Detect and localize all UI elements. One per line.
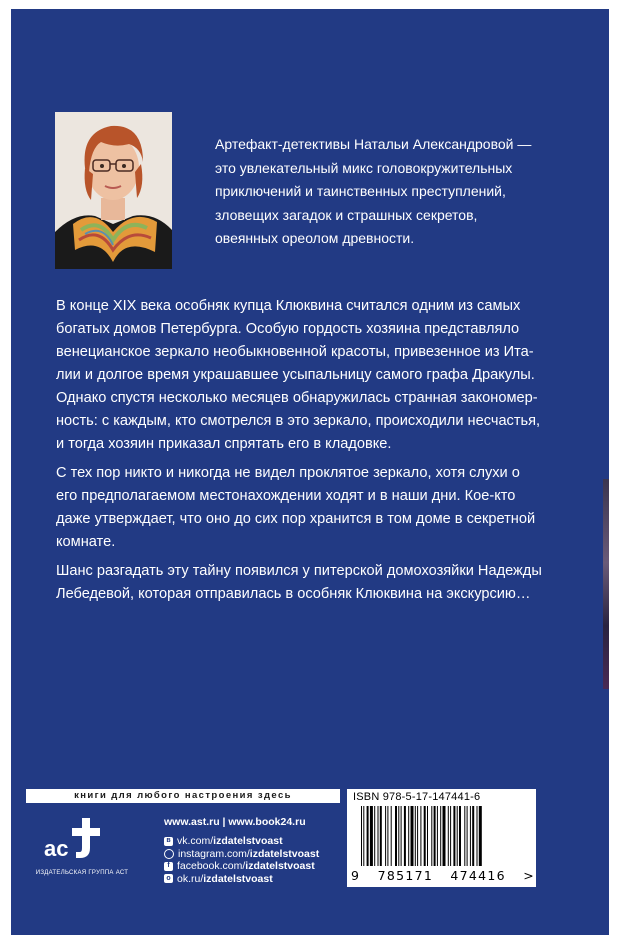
barcode-bar — [411, 806, 414, 866]
social-link-facebook — [164, 860, 319, 873]
instagram-icon — [164, 849, 174, 859]
barcode-bar — [385, 806, 386, 866]
barcode-bar — [459, 806, 461, 866]
social-handle: izdatelstvoast — [203, 872, 273, 885]
barcode-bar — [391, 806, 392, 866]
publisher-name: ИЗДАТЕЛЬСКАЯ ГРУППА АСТ — [35, 870, 129, 876]
social-links — [164, 835, 319, 885]
social-link-instagram — [164, 848, 319, 861]
odnoklassniki-icon: о — [164, 874, 173, 883]
barcode-bar — [457, 806, 458, 866]
barcode-bar — [374, 806, 375, 866]
barcode-bar — [434, 806, 436, 866]
barcode-bar — [398, 806, 399, 866]
barcode-bar — [420, 806, 421, 866]
social-prefix: vk.com/ — [177, 835, 214, 847]
barcode-bar — [417, 806, 418, 866]
author-blurb: Артефакт-детективы Натальи Александровой — это увлекательный микс головокружительных приключений и таинственных преступлений, зловещих загадок и страшных секретов, овеянных ореолом древности. — [215, 136, 532, 246]
social-link-vk — [164, 835, 319, 848]
barcode-bar — [363, 806, 364, 866]
barcode-bar — [370, 806, 373, 866]
front-cover-edge — [603, 479, 609, 689]
barcode-bar — [424, 806, 426, 866]
publisher-block — [26, 806, 344, 884]
social-handle: izdatelstvoast — [249, 847, 320, 860]
svg-text:ас: ас — [44, 836, 69, 861]
author-photo — [55, 112, 172, 269]
social-prefix: instagram.com/ — [178, 847, 250, 860]
barcode-bar — [415, 806, 416, 866]
facebook-icon: f — [164, 862, 173, 871]
tagline-banner: книги для любого настроения здесь — [26, 789, 340, 803]
barcode-bar — [470, 806, 471, 866]
barcode-bar — [380, 806, 382, 866]
description-paragraph: Шанс разгадать эту тайну появился у питерской домохозяйки Надежды Лебедевой, которая отправилась в особняк Клюквина на экскурсию… — [56, 563, 542, 602]
barcode-bar — [467, 806, 468, 866]
vk-icon: в — [164, 837, 173, 846]
isbn-barcode-box — [347, 789, 536, 887]
barcode-bar — [404, 806, 406, 866]
description-paragraph: В конце XIX века особняк купца Клюквина считался одним из самых богатых домов Петербурга. Особую гордость хозяина представляло венецианское зеркало необыкновенной красоты, привезенное из Ита- лии и долгое время украшавшее усыпальницу самого графа Дракулы. Однако спустя несколько месяцев обнаружилась странная закономер- ность: с каждым, кто смотрелся в это зеркало, происходили несчастья, и тогда хозяин приказал спрятать его в кладовке. — [56, 298, 541, 452]
barcode-bar — [427, 806, 428, 866]
barcode-digit-group: 785171 — [377, 868, 434, 883]
description-paragraph: С тех пор никто и никогда не видел проклятое зеркало, хотя слухи о его предполагаемом местонахождении ходят и в наши дни. Кое-кто даже утверждает, что оно до сих пор хранится в том доме в секретной комнате. — [56, 465, 536, 550]
barcode-digits — [351, 868, 535, 883]
barcode-bar — [440, 806, 441, 866]
social-handle: izdatelstvoast — [245, 860, 315, 872]
social-prefix: facebook.com/ — [177, 860, 246, 872]
barcode-bar — [361, 806, 362, 866]
barcode — [361, 806, 519, 866]
book-description — [56, 295, 566, 612]
barcode-bar — [472, 806, 474, 866]
barcode-bar — [401, 806, 402, 866]
barcode-bar — [378, 806, 379, 866]
social-link-odnoklassniki — [164, 873, 319, 886]
barcode-digit-group: > — [523, 868, 535, 883]
barcode-bar — [448, 806, 449, 866]
barcode-bar — [477, 806, 478, 866]
social-handle: izdatelstvoast — [213, 835, 283, 847]
barcode-bar — [395, 806, 397, 866]
barcode-digit-group: 474416 — [450, 868, 506, 883]
ast-logo — [42, 814, 112, 862]
barcode-bar — [464, 806, 465, 866]
barcode-bar — [437, 806, 438, 866]
barcode-bar — [443, 806, 446, 866]
social-prefix: ok.ru/ — [177, 872, 204, 885]
barcode-bar — [453, 806, 455, 866]
barcode-bar — [387, 806, 388, 866]
barcode-digit-group: 9 — [351, 868, 361, 883]
barcode-bar — [408, 806, 409, 866]
barcode-bar — [479, 806, 482, 866]
isbn-label: ISBN 978-5-17-147441-6 — [353, 791, 481, 803]
barcode-bar — [431, 806, 432, 866]
barcode-bar — [450, 806, 451, 866]
website-links: www.ast.ru | www.book24.ru — [164, 816, 306, 828]
barcode-bar — [367, 806, 369, 866]
